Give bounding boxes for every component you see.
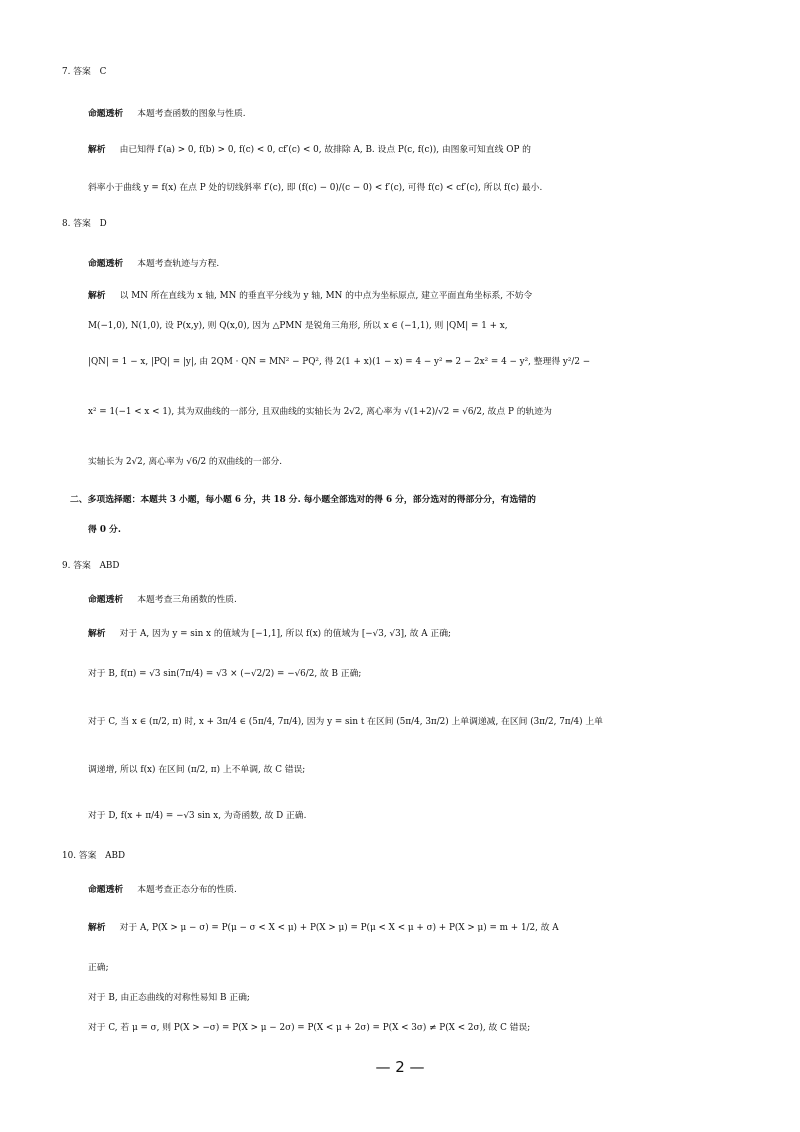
q8-analysis-line-3: |QN| = 1 − x, |PQ| = |y|, 由 2QM · QN = MN² − PQ², 得 2(1 + x)(1 − x) = 4 − y² ⇒ 2 − 2x² = 4 − y², 整理得 y²/2 − — [88, 357, 591, 367]
q7-analysis-line-2: 斜率小于曲线 y = f(x) 在点 P 处的切线斜率 f′(c), 即 (f(c) − 0)/(c − 0) < f′(c), 可得 f(c) < cf′(c), 所以 f(c) 最小. — [88, 183, 543, 193]
q10-option-a-line-1: 解析 对于 A, P(X > μ − σ) = P(μ − σ < X < μ) + P(X > μ) = P(μ < X < μ + σ) + P(X > μ) = m + 1/2, 故 A — [88, 923, 559, 933]
q7-purpose: 命题透析 本题考查函数的图象与性质. — [88, 109, 246, 119]
q9-option-a: 解析 对于 A, 因为 y = sin x 的值域为 [−1,1], 所以 f(x) 的值域为 [−√3, √3], 故 A 正确; — [88, 629, 451, 639]
section-heading-continued: 得 0 分. — [88, 525, 121, 535]
q10-answer: 10. 答案 ABD — [62, 851, 126, 861]
q8-answer: 8. 答案 D — [62, 219, 107, 229]
q10-option-b: 对于 B, 由正态曲线的对称性易知 B 正确; — [88, 993, 250, 1003]
q8-purpose: 命题透析 本题考查轨迹与方程. — [88, 259, 220, 269]
q9-option-c-line-2: 调递增, 所以 f(x) 在区间 (π/2, π) 上不单调, 故 C 错误; — [88, 765, 306, 775]
q9-option-b: 对于 B, f(π) = √3 sin(7π/4) = √3 × (−√2/2) = −√6/2, 故 B 正确; — [88, 669, 362, 679]
q9-answer: 9. 答案 ABD — [62, 561, 120, 571]
q8-analysis-line-1: 解析 以 MN 所在直线为 x 轴, MN 的垂直平分线为 y 轴, MN 的中点为坐标原点, 建立平面直角坐标系, 不妨令 — [88, 291, 533, 301]
q9-option-c-line-1: 对于 C, 当 x ∈ (π/2, π) 时, x + 3π/4 ∈ (5π/4, 7π/4), 因为 y = sin t 在区间 (5π/4, 3π/2) 上单调递减, 在区间 (3π/2, 7π/4) 上单 — [88, 717, 603, 727]
q8-analysis-line-4: x² = 1(−1 < x < 1), 其为双曲线的一部分, 且双曲线的实轴长为 2√2, 离心率为 √(1+2)/√2 = √6/2, 故点 P 的轨迹为 — [88, 407, 552, 417]
q9-purpose: 命题透析 本题考查三角函数的性质. — [88, 595, 237, 605]
q7-answer: 7. 答案 C — [62, 67, 107, 77]
q8-analysis-line-2: M(−1,0), N(1,0), 设 P(x,y), 则 Q(x,0), 因为 △PMN 是锐角三角形, 所以 x ∈ (−1,1), 则 |QM| = 1 + x, — [88, 321, 508, 331]
q9-option-d: 对于 D, f(x + π/4) = −√3 sin x, 为奇函数, 故 D 正确. — [88, 811, 307, 821]
q10-option-a-line-2: 正确; — [88, 963, 109, 973]
page-number: — 2 — — [375, 1058, 425, 1076]
q8-analysis-line-5: 实轴长为 2√2, 离心率为 √6/2 的双曲线的一部分. — [88, 457, 283, 467]
q7-analysis-line-1: 解析 由已知得 f′(a) > 0, f(b) > 0, f(c) < 0, cf′(c) < 0, 故排除 A, B. 设点 P(c, f(c)), 由图象可知直线 OP 的 — [88, 145, 531, 155]
q10-purpose: 命题透析 本题考查正态分布的性质. — [88, 885, 237, 895]
q10-option-c: 对于 C, 若 μ = σ, 则 P(X > −σ) = P(X > μ − 2σ) = P(X < μ + 2σ) = P(X < 3σ) ≠ P(X < 2σ), 故 C 错误; — [88, 1023, 531, 1033]
section-heading-multiple-choice: 二、多项选择题：本题共 3 小题，每小题 6 分，共 18 分. 每小题全部选对的得 6 分，部分选对的得部分分，有选错的 — [70, 495, 536, 505]
